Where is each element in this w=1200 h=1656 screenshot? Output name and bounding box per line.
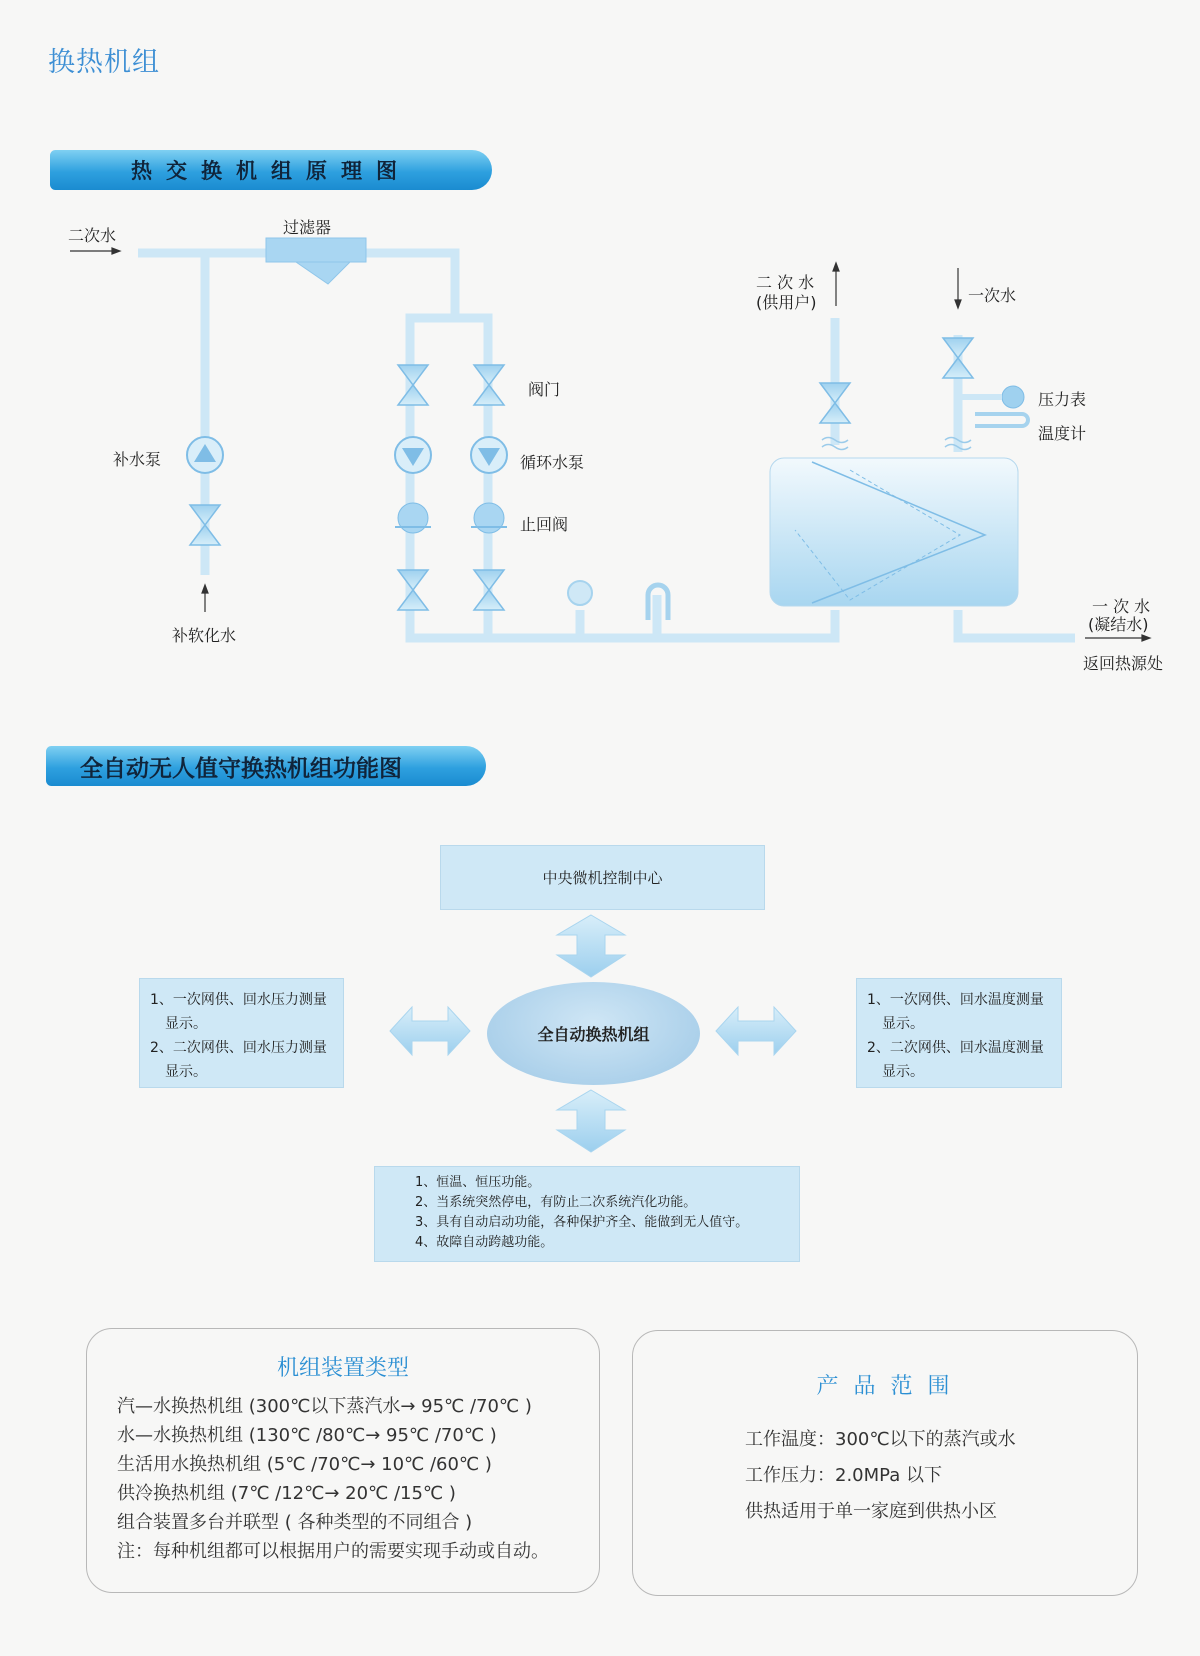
right-line-2: 显示。 — [882, 1016, 924, 1032]
unit-type-line-2: 水—水换热机组 (130℃ /80℃→ 95℃ /70℃ ) — [117, 1425, 497, 1446]
left-line-4: 显示。 — [165, 1064, 207, 1080]
core-unit-ellipse: 全自动换热机组 — [487, 982, 700, 1085]
bottom-line-1: 1、恒温、恒压功能。 — [415, 1175, 541, 1190]
label-check-valve: 止回阀 — [520, 515, 569, 534]
check-valve-icon — [395, 503, 507, 533]
unit-type-line-4: 供冷换热机组 (7℃ /12℃→ 20℃ /15℃ ) — [117, 1483, 456, 1504]
right-line-3: 2、二次网供、回水温度测量 — [867, 1040, 1044, 1056]
section-ribbon-function: 全自动无人值守换热机组功能图 — [46, 746, 486, 786]
arrow-left-right-right — [716, 1007, 796, 1055]
unit-type-line-6: 注：每种机组都可以根据用户的需要实现手动或自动。 — [117, 1541, 549, 1562]
panel-unit-types — [86, 1328, 600, 1593]
range-line-2: 工作压力：2.0MPa 以下 — [745, 1465, 942, 1486]
label-makeup-pump: 补水泵 — [113, 450, 162, 469]
heat-exchanger-vessel — [770, 458, 1018, 606]
label-return: 返回热源处 — [1083, 654, 1164, 673]
central-control-box: 中央微机控制中心 — [440, 845, 765, 910]
panel-unit-types-list — [87, 1382, 599, 1566]
panel-product-range-list — [633, 1400, 1137, 1530]
label-primary-out: 一 次 水 — [1092, 597, 1151, 616]
range-line-3: 供热适用于单一家庭到供热小区 — [745, 1501, 997, 1522]
left-line-3: 2、二次网供、回水压力测量 — [150, 1040, 327, 1056]
arrow-left-right-left — [390, 1007, 470, 1055]
left-line-1: 1、一次网供、回水压力测量 — [150, 992, 327, 1008]
label-filter: 过滤器 — [283, 218, 332, 237]
arrow-up-down-bottom — [557, 1090, 625, 1152]
section-ribbon-schematic: 热交换机组原理图 — [50, 150, 492, 190]
range-line-1: 工作温度：300℃以下的蒸汽或水 — [745, 1429, 1016, 1450]
label-secondary-out-note: (供用户) — [756, 293, 817, 312]
bottom-function-box — [374, 1166, 800, 1262]
label-circulation-pump: 循环水泵 — [520, 453, 585, 472]
label-primary-out-note: (凝结水) — [1088, 615, 1149, 634]
filter-icon — [266, 238, 366, 284]
label-secondary-in: 二次水 — [68, 226, 117, 245]
panel-product-range-title: 产 品 范 围 — [816, 1374, 954, 1399]
makeup-pump-icon — [187, 437, 223, 473]
unit-type-line-5: 组合装置多台并联型 ( 各种类型的不同组合 ) — [117, 1512, 473, 1533]
bottom-line-4: 4、故障自动跨越功能。 — [415, 1235, 554, 1250]
thermometer-icon — [975, 414, 1028, 426]
bottom-line-2: 2、当系统突然停电，有防止二次系统汽化功能。 — [415, 1195, 697, 1210]
label-valve: 阀门 — [528, 380, 561, 399]
unit-type-line-3: 生活用水换热机组 (5℃ /70℃→ 10℃ /60℃ ) — [117, 1454, 492, 1475]
right-line-1: 1、一次网供、回水温度测量 — [867, 992, 1044, 1008]
right-line-4: 显示。 — [882, 1064, 924, 1080]
schematic-diagram — [0, 0, 1200, 720]
circulation-pump-icon — [395, 437, 507, 473]
panel-product-range — [632, 1330, 1138, 1596]
label-makeup-water: 补软化水 — [172, 626, 237, 645]
pressure-gauge-icon — [1002, 386, 1024, 408]
page-title: 换热机组 — [48, 47, 160, 78]
label-thermometer: 温度计 — [1038, 424, 1087, 443]
left-line-2: 显示。 — [165, 1016, 207, 1032]
label-secondary-out: 二 次 水 — [756, 273, 815, 292]
panel-unit-types-title: 机组装置类型 — [276, 1356, 409, 1381]
bottom-line-3: 3、具有自动启动功能，各种保护齐全、能做到无人值守。 — [415, 1215, 749, 1230]
label-primary-in: 一次水 — [968, 286, 1017, 305]
gauge-bulb-icon — [568, 581, 592, 605]
unit-type-line-1: 汽—水换热机组 (300℃以下蒸汽水→ 95℃ /70℃ ) — [117, 1396, 532, 1417]
right-function-box — [856, 978, 1062, 1088]
arrow-up-down-top — [557, 915, 625, 977]
label-pressure-gauge: 压力表 — [1038, 390, 1087, 409]
left-function-box — [139, 978, 344, 1088]
